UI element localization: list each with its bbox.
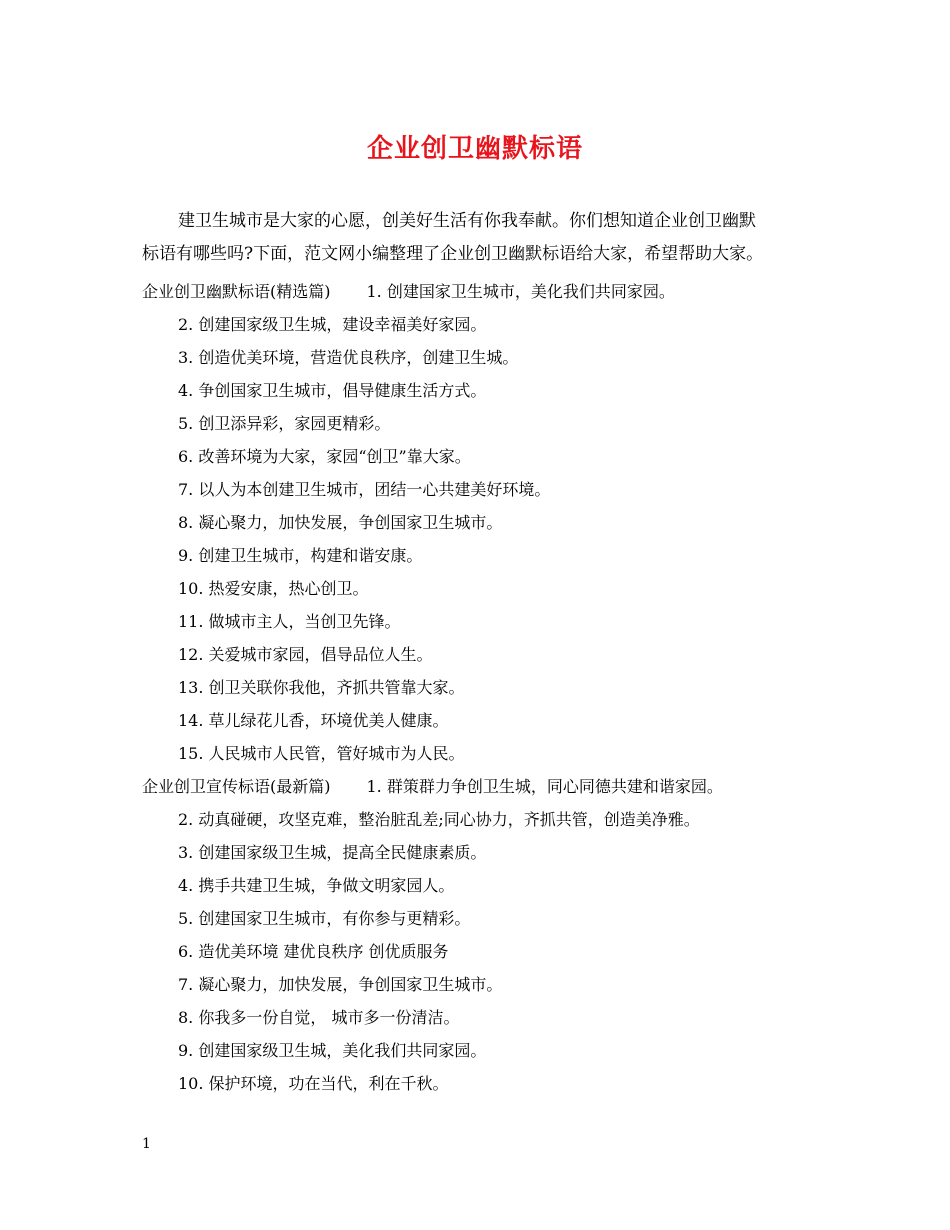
page-title: 企业创卫幽默标语 bbox=[366, 134, 583, 164]
section-heading: 企业创卫幽默标语(精选篇) bbox=[142, 282, 331, 301]
list-item bbox=[142, 605, 832, 638]
item-number: 2. bbox=[178, 810, 194, 829]
list-item bbox=[142, 341, 832, 374]
slogan-text: 携手共建卫生城，争做文明家园人。 bbox=[198, 876, 455, 895]
slogan-text: 创建国家卫生城市，有你参与更精彩。 bbox=[198, 909, 471, 928]
section-heading: 企业创卫宣传标语(最新篇) bbox=[142, 777, 331, 796]
item-number: 6. bbox=[178, 942, 194, 961]
slogan-text: 以人为本创建卫生城市，团结一心共建美好环境。 bbox=[198, 480, 551, 499]
item-number: 5. bbox=[178, 909, 194, 928]
item-number: 4. bbox=[178, 381, 194, 400]
section-heading-line-2 bbox=[142, 770, 832, 803]
slogan-text: 创建卫生城市，构建和谐安康。 bbox=[198, 546, 423, 565]
list-item bbox=[142, 1001, 832, 1034]
list-item bbox=[142, 803, 832, 836]
list-item bbox=[142, 473, 832, 506]
item-number: 9. bbox=[178, 546, 194, 565]
item-number: 3. bbox=[178, 348, 194, 367]
item-number: 10. bbox=[178, 579, 204, 598]
list-item bbox=[142, 836, 832, 869]
list-item bbox=[142, 1034, 832, 1067]
slogan-text: 人民城市人民管，管好城市为人民。 bbox=[208, 744, 465, 763]
list-item bbox=[142, 506, 832, 539]
item-number: 6. bbox=[178, 447, 194, 466]
intro-line-2: 标语有哪些吗?下面，范文网小编整理了企业创卫幽默标语给大家，希望帮助大家。 bbox=[142, 244, 764, 264]
slogan-text: 创建国家级卫生城，美化我们共同家园。 bbox=[198, 1041, 487, 1060]
slogan-text: 动真碰硬，攻坚克难，整治脏乱差;同心协力，齐抓共管，创造美净雅。 bbox=[198, 810, 700, 829]
item-number: 2. bbox=[178, 315, 194, 334]
list-item bbox=[142, 902, 832, 935]
item-number: 8. bbox=[178, 513, 194, 532]
item-number: 4. bbox=[178, 876, 194, 895]
list-item bbox=[142, 704, 832, 737]
item-number: 1. bbox=[366, 777, 382, 796]
item-number: 14. bbox=[178, 711, 204, 730]
list-item bbox=[142, 935, 832, 968]
list-item bbox=[142, 407, 832, 440]
list-item bbox=[142, 968, 832, 1001]
item-number: 13. bbox=[178, 678, 204, 697]
slogan-text: 草儿绿花儿香，环境优美人健康。 bbox=[208, 711, 449, 730]
list-item bbox=[142, 671, 832, 704]
item-number: 10. bbox=[178, 1074, 204, 1093]
list-item bbox=[142, 539, 832, 572]
item-number: 7. bbox=[178, 480, 194, 499]
page-number: 1 bbox=[142, 1136, 151, 1152]
list-item bbox=[142, 737, 832, 770]
item-number: 7. bbox=[178, 975, 194, 994]
intro-line-1: 建卫生城市是大家的心愿，创美好生活有你我奉献。你们想知道企业创卫幽默 bbox=[178, 211, 756, 231]
list-item bbox=[142, 308, 832, 341]
list-item bbox=[142, 440, 832, 473]
slogan-text: 创建国家级卫生城，提高全民健康素质。 bbox=[198, 843, 487, 862]
item-number: 3. bbox=[178, 843, 194, 862]
slogan-text: 创卫添异彩，家园更精彩。 bbox=[198, 414, 391, 433]
list-item bbox=[142, 869, 832, 902]
list-item bbox=[142, 374, 832, 407]
slogan-text: 你我多一份自觉， 城市多一份清洁。 bbox=[198, 1008, 460, 1027]
item-number: 5. bbox=[178, 414, 194, 433]
item-number: 15. bbox=[178, 744, 204, 763]
list-item bbox=[142, 1067, 832, 1100]
slogan-text: 热爱安康，热心创卫。 bbox=[208, 579, 369, 598]
slogan-text: 关爱城市家园，倡导品位人生。 bbox=[208, 645, 433, 664]
slogan-text: 保护环境，功在当代，利在千秋。 bbox=[208, 1074, 449, 1093]
list-item bbox=[142, 572, 832, 605]
item-number: 8. bbox=[178, 1008, 194, 1027]
section-heading-line-1 bbox=[142, 275, 832, 308]
slogan-text: 争创国家卫生城市，倡导健康生活方式。 bbox=[198, 381, 487, 400]
slogan-text: 凝心聚力，加快发展，争创国家卫生城市。 bbox=[198, 513, 503, 532]
item-number: 9. bbox=[178, 1041, 194, 1060]
list-item bbox=[142, 638, 832, 671]
slogan-text: 做城市主人，当创卫先锋。 bbox=[208, 612, 401, 631]
item-number: 12. bbox=[178, 645, 204, 664]
item-number: 1. bbox=[366, 282, 382, 301]
slogan-text: 群策群力争创卫生城，同心同德共建和谐家园。 bbox=[386, 777, 723, 796]
slogan-text: 凝心聚力，加快发展，争创国家卫生城市。 bbox=[198, 975, 503, 994]
item-number: 11. bbox=[178, 612, 204, 631]
slogan-text: 造优美环境 建优良秩序 创优质服务 bbox=[198, 942, 449, 961]
slogan-text: 创建国家级卫生城，建设幸福美好家园。 bbox=[198, 315, 487, 334]
slogan-text: 创建国家卫生城市，美化我们共同家园。 bbox=[386, 282, 675, 301]
intro-paragraph bbox=[142, 205, 822, 271]
slogan-text: 创卫关联你我他，齐抓共管靠大家。 bbox=[208, 678, 465, 697]
slogan-text: 创造优美环境，营造优良秩序，创建卫生城。 bbox=[198, 348, 519, 367]
slogan-text: 改善环境为大家，家园“创卫”靠大家。 bbox=[198, 447, 471, 466]
